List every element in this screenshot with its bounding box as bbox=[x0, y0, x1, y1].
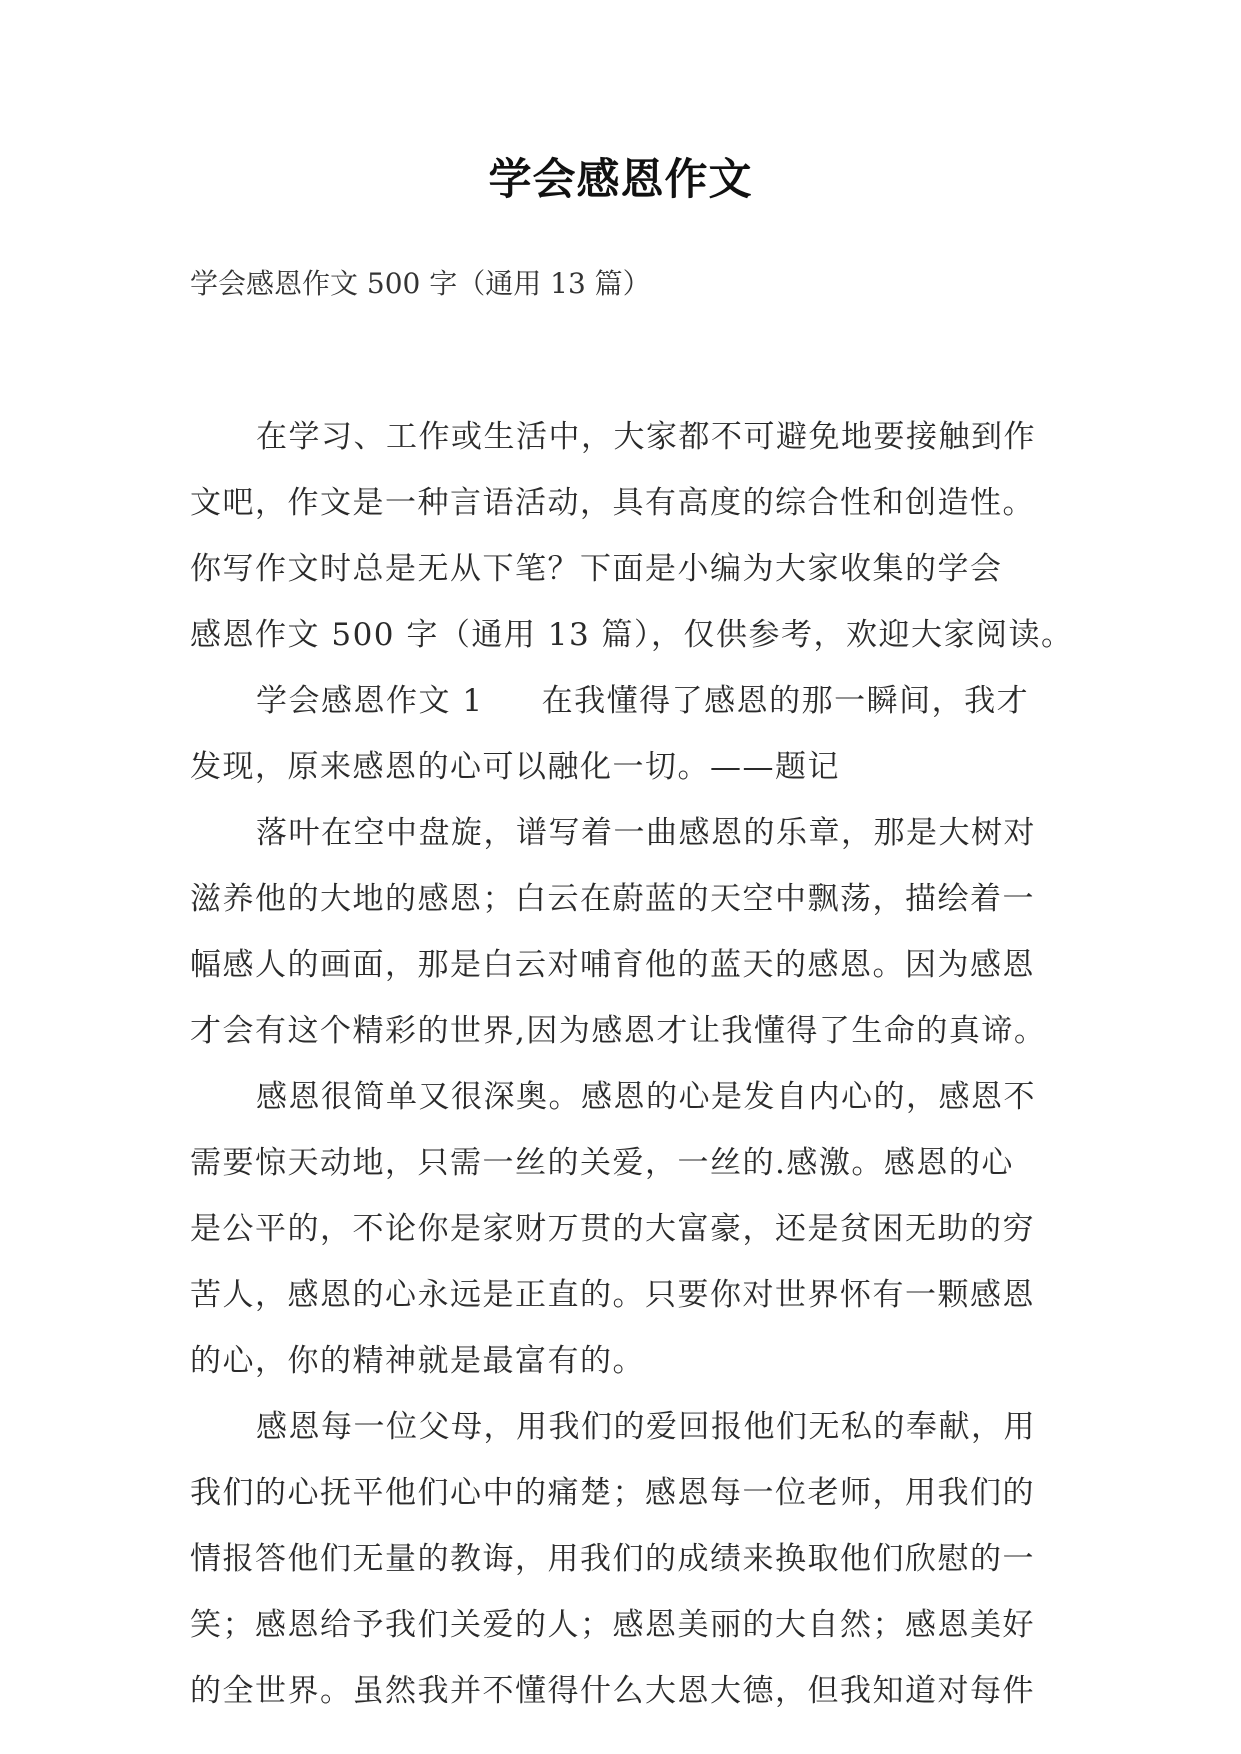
body-line: 感恩作文 500 字（通用 13 篇），仅供参考，欢迎大家阅读。 bbox=[190, 617, 1074, 653]
document-body bbox=[190, 404, 1074, 1724]
body-line: 感恩很简单又很深奥。感恩的心是发自内心的，感恩不 bbox=[256, 1079, 1036, 1115]
section-heading-line bbox=[190, 668, 1060, 734]
body-line-segment: 在我懂得了感恩的那一瞬间，我才 bbox=[541, 683, 1030, 719]
body-line: 在学习、工作或生活中，大家都不可避免地要接触到作 bbox=[256, 419, 1036, 455]
body-line: 需要惊天动地，只需一丝的关爱，一丝的.感激。感恩的心 bbox=[190, 1145, 1014, 1181]
body-line: 苦人，感恩的心永远是正直的。只要你对世界怀有一颗感恩 bbox=[190, 1277, 1035, 1313]
body-line: 我们的心抚平他们心中的痛楚；感恩每一位老师，用我们的 bbox=[190, 1475, 1035, 1511]
body-line: 你写作文时总是无从下笔？下面是小编为大家收集的学会 bbox=[190, 551, 1003, 587]
body-line: 的全世界。虽然我并不懂得什么大恩大德，但我知道对每件 bbox=[190, 1673, 1035, 1709]
body-line: 才会有这个精彩的世界,因为感恩才让我懂得了生命的真谛。 bbox=[190, 1013, 1047, 1049]
body-line: 文吧，作文是一种言语活动，具有高度的综合性和创造性。 bbox=[190, 485, 1035, 521]
body-line: 是公平的，不论你是家财万贯的大富豪，还是贫困无助的穷 bbox=[190, 1211, 1035, 1247]
body-line: 感恩每一位父母，用我们的爱回报他们无私的奉献，用 bbox=[256, 1409, 1036, 1445]
body-line: 的心，你的精神就是最富有的。 bbox=[190, 1343, 645, 1379]
body-line: 幅感人的画面，那是白云对哺育他的蓝天的感恩。因为感恩 bbox=[190, 947, 1035, 983]
document-subtitle: 学会感恩作文 500 字（通用 13 篇） bbox=[190, 267, 651, 300]
body-line: 发现，原来感恩的心可以融化一切。——题记 bbox=[190, 749, 840, 785]
document-title: 学会感恩作文 bbox=[488, 155, 753, 205]
section-heading: 学会感恩作文 1 bbox=[256, 683, 484, 719]
body-line: 滋养他的大地的感恩；白云在蔚蓝的天空中飘荡，描绘着一 bbox=[190, 881, 1035, 917]
body-line: 情报答他们无量的教诲，用我们的成绩来换取他们欣慰的一 bbox=[190, 1541, 1035, 1577]
body-line: 笑；感恩给予我们关爱的人；感恩美丽的大自然；感恩美好 bbox=[190, 1607, 1035, 1643]
body-line: 落叶在空中盘旋，谱写着一曲感恩的乐章，那是大树对 bbox=[256, 815, 1036, 851]
